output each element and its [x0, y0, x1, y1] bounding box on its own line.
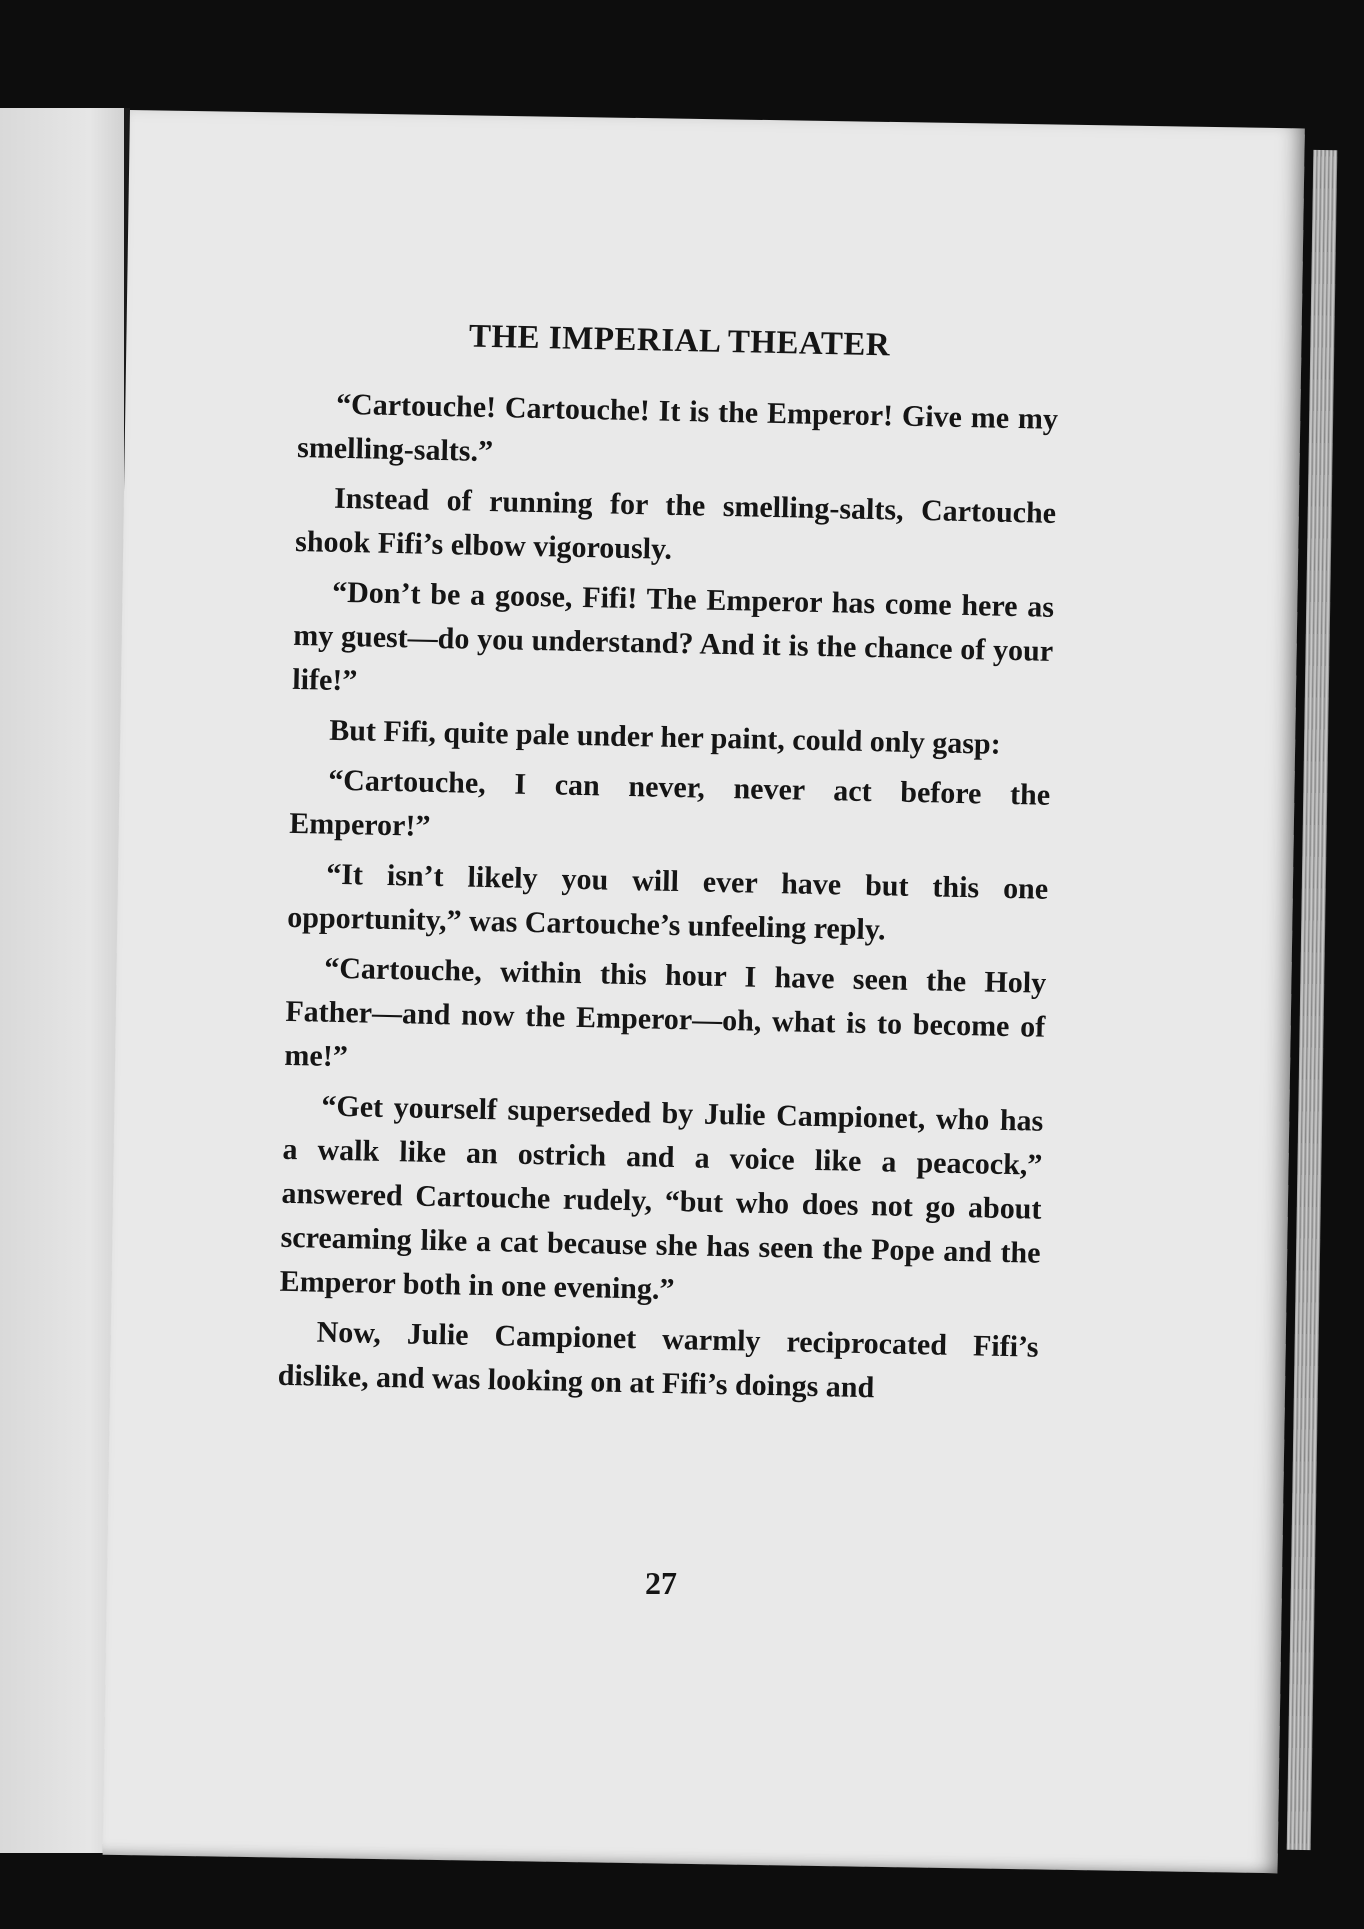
paragraph: “Cartouche! Cartouche! It is the Emperor! Give me my smelling-salts.” — [296, 387, 1059, 469]
running-head: THE IMPERIAL THEATER — [468, 318, 891, 364]
paragraph: “Don’t be a goose, Fifi! The Emperor has come here as my guest—do you understand? And it is the chance of your life!” — [292, 575, 1055, 698]
paragraph: Instead of running for the smelling-salts, Cartouche shook Fifi’s elbow vigorously. — [294, 481, 1057, 566]
paragraph: “Cartouche, within this hour I have seen the Holy Father—and now the Emperor—oh, what is to become of me!” — [284, 951, 1047, 1074]
paragraph: “It isn’t likely you will ever have but this one opportunity,” was Cartouche’s unfeeling reply. — [287, 857, 1049, 947]
paragraph: “Get yourself superseded by Julie Campionet, who has a walk like an ostrich and a voice like a peacock,” answered Cartouche rudely, “but who does not go about screaming like a cat because she has seen the Pope and the Emperor both in one evening.” — [279, 1089, 1044, 1307]
page-number: 27 — [645, 1565, 677, 1601]
page-text — [277, 315, 1060, 1420]
paragraph: Now, Julie Campionet warmly reciprocated Fifi’s dislike, and was looking on at Fifi’s doings and — [277, 1315, 1039, 1405]
paragraph: “Cartouche, I can never, never act before the Emperor!” — [289, 763, 1051, 843]
paragraph: But Fifi, quite pale under her paint, could only gasp: — [328, 713, 1002, 761]
